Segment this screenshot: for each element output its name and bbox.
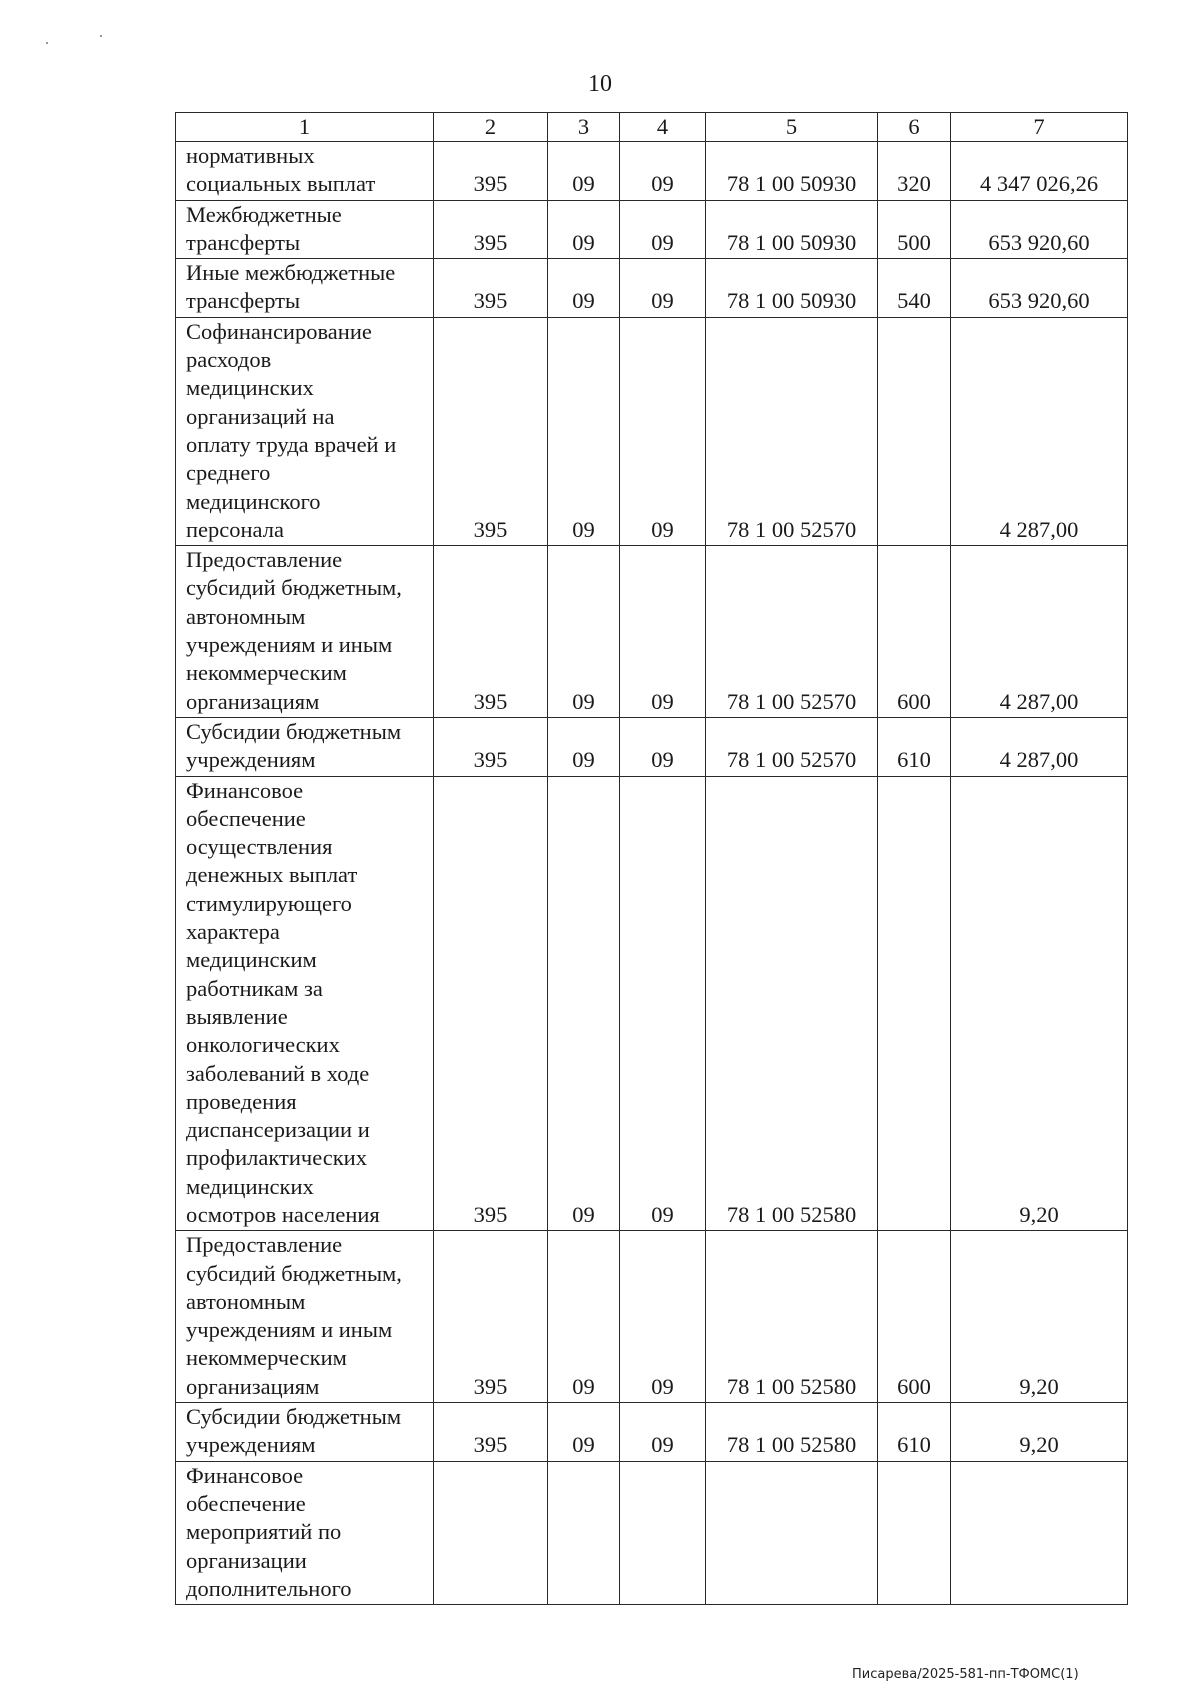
table-row <box>176 142 1128 201</box>
cell-target-article: 78 1 00 52570 <box>706 717 878 776</box>
cell-subsection <box>620 1461 706 1604</box>
page-number: 10 <box>588 71 612 97</box>
cell-name: Межбюджетные трансферты <box>176 200 434 259</box>
cell-expense-type: 610 <box>878 1403 951 1462</box>
cell-amount: 653 920,60 <box>951 200 1128 259</box>
cell-subsection: 09 <box>620 317 706 545</box>
cell-admin-code: 395 <box>434 776 548 1231</box>
cell-amount: 653 920,60 <box>951 259 1128 318</box>
cell-section: 09 <box>548 546 620 718</box>
cell-subsection: 09 <box>620 1403 706 1462</box>
column-number: 3 <box>548 113 620 142</box>
scan-speck <box>46 42 48 44</box>
cell-name: Финансовое обеспечение осуществления денежных выплат стимулирующего характера медицинским работникам за выявление онкологических заболеваний в ходе проведения диспансеризации и профилактических медицинских осмотров населения <box>176 776 434 1231</box>
cell-subsection: 09 <box>620 776 706 1231</box>
cell-expense-type: 600 <box>878 546 951 718</box>
table-row <box>176 1231 1128 1403</box>
cell-section: 09 <box>548 1403 620 1462</box>
cell-target-article: 78 1 00 50930 <box>706 200 878 259</box>
cell-expense-type: 610 <box>878 717 951 776</box>
cell-admin-code: 395 <box>434 1403 548 1462</box>
cell-amount: 4 287,00 <box>951 317 1128 545</box>
cell-admin-code: 395 <box>434 717 548 776</box>
column-number: 1 <box>176 113 434 142</box>
cell-section: 09 <box>548 776 620 1231</box>
cell-amount <box>951 1461 1128 1604</box>
column-number: 6 <box>878 113 951 142</box>
table-row <box>176 546 1128 718</box>
cell-admin-code: 395 <box>434 546 548 718</box>
cell-subsection: 09 <box>620 1231 706 1403</box>
cell-amount: 9,20 <box>951 1403 1128 1462</box>
cell-section <box>548 1461 620 1604</box>
table-body <box>176 142 1128 1605</box>
cell-subsection: 09 <box>620 546 706 718</box>
cell-name: нормативных социальных выплат <box>176 142 434 201</box>
cell-section: 09 <box>548 200 620 259</box>
cell-name: Предоставление субсидий бюджетным, автономным учреждениям и иным некоммерческим организациям <box>176 1231 434 1403</box>
cell-admin-code: 395 <box>434 317 548 545</box>
cell-expense-type: 600 <box>878 1231 951 1403</box>
scan-speck <box>100 35 102 37</box>
table-row <box>176 776 1128 1231</box>
budget-table <box>175 112 1128 1605</box>
cell-section: 09 <box>548 142 620 201</box>
cell-admin-code <box>434 1461 548 1604</box>
cell-target-article: 78 1 00 52580 <box>706 1403 878 1462</box>
cell-amount: 4 347 026,26 <box>951 142 1128 201</box>
cell-name: Софинансирование расходов медицинских организаций на оплату труда врачей и среднего медицинского персонала <box>176 317 434 545</box>
cell-name: Субсидии бюджетным учреждениям <box>176 1403 434 1462</box>
cell-expense-type: 540 <box>878 259 951 318</box>
table-row <box>176 200 1128 259</box>
table-row <box>176 317 1128 545</box>
cell-section: 09 <box>548 1231 620 1403</box>
cell-admin-code: 395 <box>434 200 548 259</box>
footer-note: Писарева/2025-581-пп-ТФОМС(1) <box>852 1667 1079 1682</box>
cell-expense-type <box>878 776 951 1231</box>
cell-target-article: 78 1 00 52580 <box>706 776 878 1231</box>
cell-expense-type: 500 <box>878 200 951 259</box>
cell-section: 09 <box>548 717 620 776</box>
cell-admin-code: 395 <box>434 1231 548 1403</box>
table-row <box>176 1403 1128 1462</box>
table-row <box>176 1461 1128 1604</box>
cell-expense-type <box>878 317 951 545</box>
cell-section: 09 <box>548 317 620 545</box>
column-number: 4 <box>620 113 706 142</box>
cell-subsection: 09 <box>620 142 706 201</box>
column-number: 5 <box>706 113 878 142</box>
cell-subsection: 09 <box>620 200 706 259</box>
cell-amount: 9,20 <box>951 776 1128 1231</box>
cell-admin-code: 395 <box>434 142 548 201</box>
cell-target-article <box>706 1461 878 1604</box>
cell-subsection: 09 <box>620 717 706 776</box>
table-header-row <box>176 113 1128 142</box>
cell-target-article: 78 1 00 50930 <box>706 259 878 318</box>
table-row <box>176 259 1128 318</box>
cell-admin-code: 395 <box>434 259 548 318</box>
cell-target-article: 78 1 00 50930 <box>706 142 878 201</box>
cell-expense-type <box>878 1461 951 1604</box>
cell-amount: 4 287,00 <box>951 546 1128 718</box>
cell-section: 09 <box>548 259 620 318</box>
cell-name: Предоставление субсидий бюджетным, автономным учреждениям и иным некоммерческим организациям <box>176 546 434 718</box>
cell-name: Иные межбюджетные трансферты <box>176 259 434 318</box>
cell-target-article: 78 1 00 52570 <box>706 546 878 718</box>
cell-amount: 9,20 <box>951 1231 1128 1403</box>
cell-subsection: 09 <box>620 259 706 318</box>
cell-target-article: 78 1 00 52570 <box>706 317 878 545</box>
cell-target-article: 78 1 00 52580 <box>706 1231 878 1403</box>
cell-name: Субсидии бюджетным учреждениям <box>176 717 434 776</box>
table-row <box>176 717 1128 776</box>
cell-amount: 4 287,00 <box>951 717 1128 776</box>
column-number: 7 <box>951 113 1128 142</box>
cell-expense-type: 320 <box>878 142 951 201</box>
column-number: 2 <box>434 113 548 142</box>
cell-name: Финансовое обеспечение мероприятий по организации дополнительного <box>176 1461 434 1604</box>
